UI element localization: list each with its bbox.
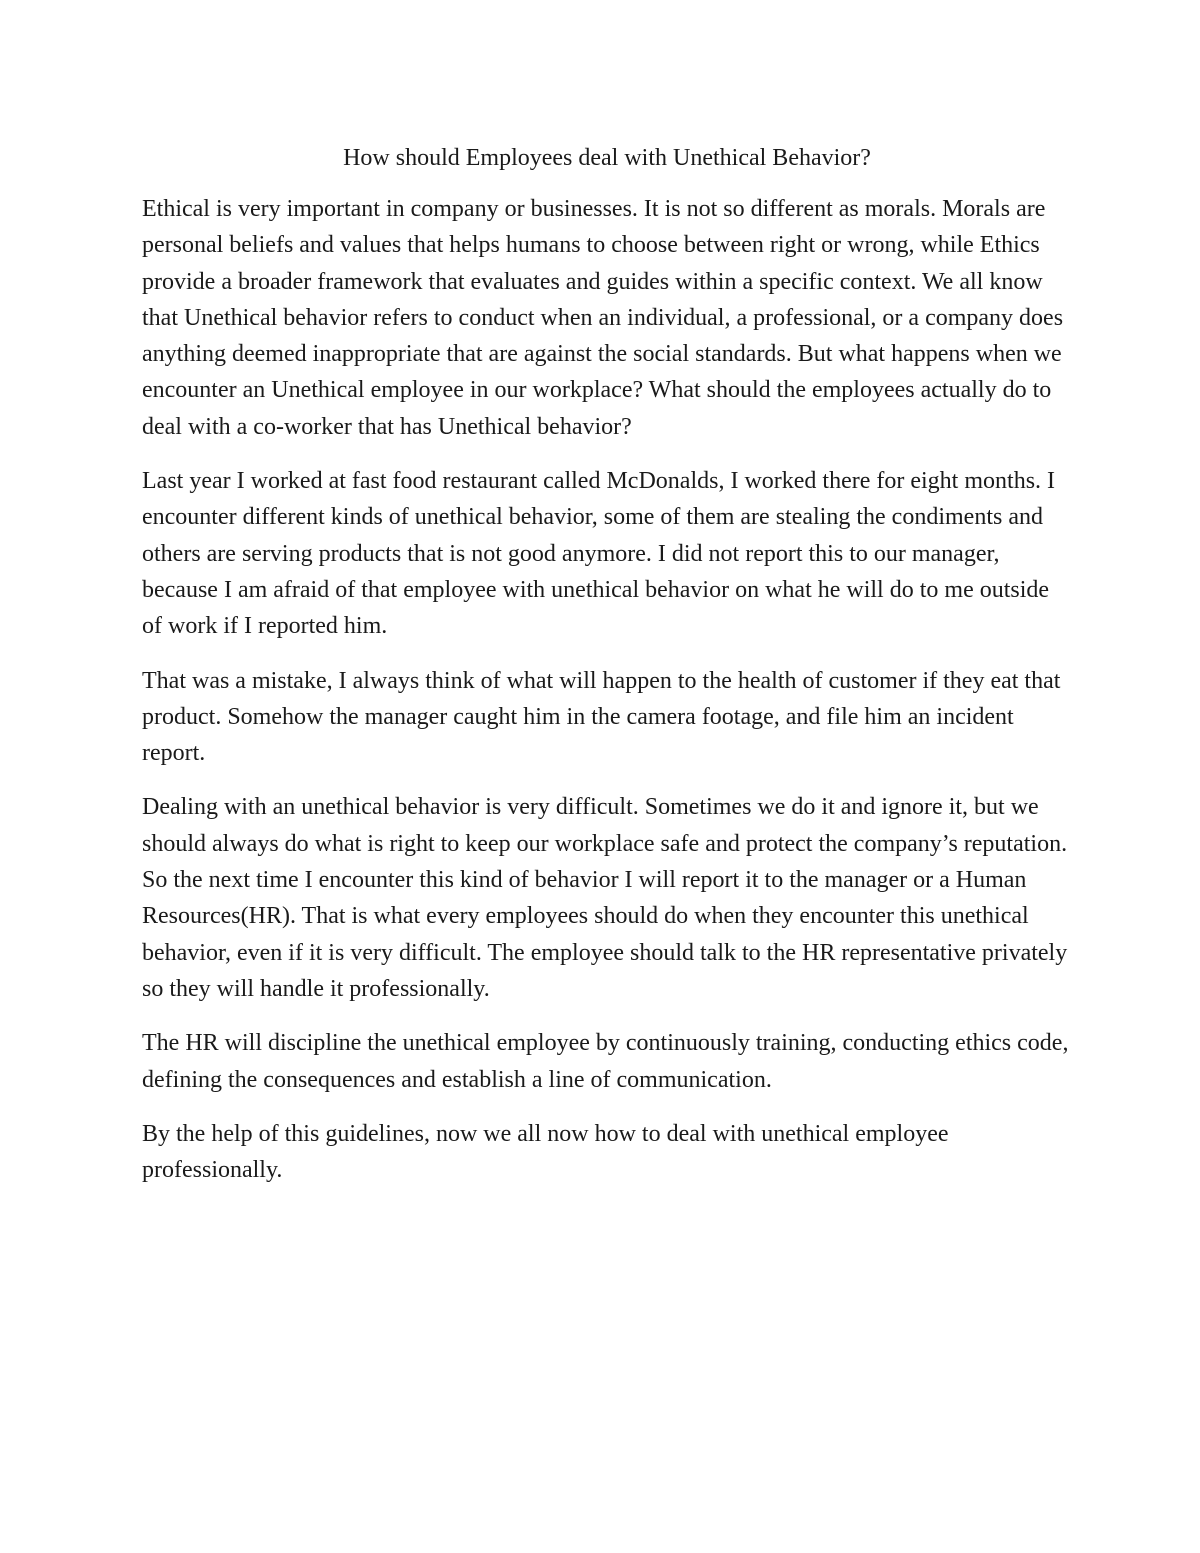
paragraph-intro: Ethical is very important in company or businesses. It is not so different as morals. Morals are personal beliefs and values that helps humans to choose between right or wrong, while Ethics provide a broader framework that evaluates and guides within a specific context. We all know that Unethical behavior refers to conduct when an individual, a professional, or a company does anything deemed inappropriate that are against the social standards. But what happens when we encounter an Unethical employee in our workplace? What should the employees actually do to deal with a co-worker that has Unethical behavior? bbox=[142, 196, 1064, 440]
paragraph-experience: Last year I worked at fast food restaurant called McDonalds, I worked there for eight months. I encounter different kinds of unethical behavior, some of them are stealing the condiments and others are serving products that is not good anymore. I did not report this to our manager, because I am afraid of that employee with unethical behavior on what he will do to me outside of work if I reported him. bbox=[142, 468, 1056, 640]
document-body bbox=[142, 140, 1072, 1206]
paragraph-conclusion: By the help of this guidelines, now we all now how to deal with unethical employee professionally. bbox=[142, 1120, 949, 1184]
document-title: How should Employees deal with Unethical Behavior? bbox=[343, 145, 871, 171]
paragraph-dealing: Dealing with an unethical behavior is very difficult. Sometimes we do it and ignore it, but we should always do what is right to keep our workplace safe and protect the company’s reputation. So the next time I encounter this kind of behavior I will report it to the manager or a Human Resources(HR). That is what every employees should do when they encounter this unethical behavior, even if it is very difficult. The employee should talk to the HR representative privately so they will handle it professionally. bbox=[142, 794, 1068, 1002]
paragraph-mistake: That was a mistake, I always think of what will happen to the health of customer if they eat that product. Somehow the manager caught him in the camera footage, and file him an incident report. bbox=[142, 667, 1061, 767]
paragraph-hr-discipline: The HR will discipline the unethical employee by continuously training, conducting ethics code, defining the consequences and establish a line of communication. bbox=[142, 1030, 1069, 1093]
